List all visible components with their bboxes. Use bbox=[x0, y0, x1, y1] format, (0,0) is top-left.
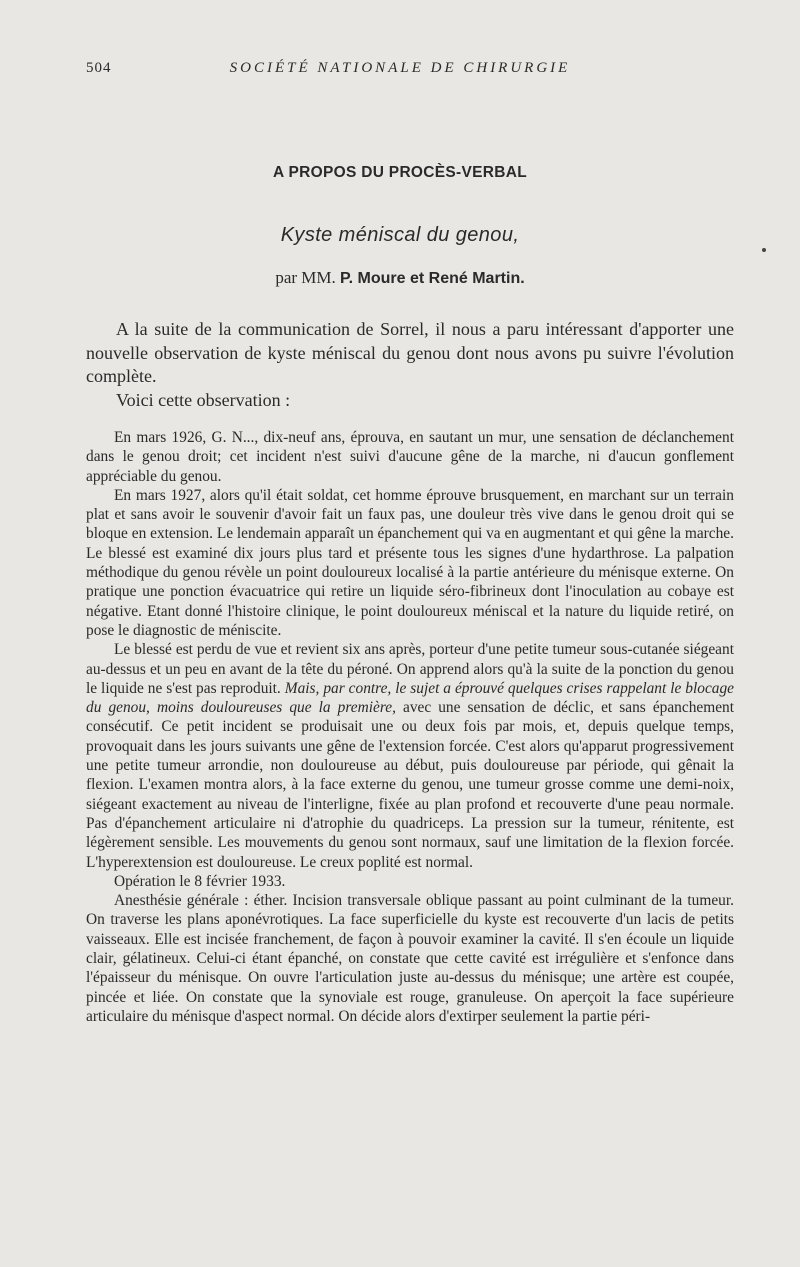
observation-paragraph: Opération le 8 février 1933. bbox=[114, 872, 286, 890]
authors-line bbox=[0, 268, 800, 288]
intro-paragraph: A la suite de la communication de Sorrel, il nous a paru intéressant d'apporter une nouvelle observation de kyste méniscal du genou dont nous avons pu suivre l'évolution complète. bbox=[86, 319, 734, 386]
intro-paragraph: Voici cette observation : bbox=[116, 389, 291, 410]
print-speck bbox=[762, 248, 766, 252]
observation-italic-run: Mais, par contre, le sujet a éprouvé quelques crises rappelant le blocage du genou, moins douloureuses que la première, bbox=[86, 679, 734, 717]
authors-names: P. Moure et René Martin. bbox=[340, 270, 525, 287]
observation-paragraph: En mars 1926, G. N..., dix-neuf ans, éprouva, en sautant un mur, une sensation de déclanchement dans le genou droit; cet incident n'est suivi d'aucune gêne de la marche, ni d'aucun gonflement appréciable du genou. bbox=[86, 429, 734, 485]
authors-prefix: par MM. bbox=[275, 268, 336, 287]
observation-paragraph: En mars 1927, alors qu'il était soldat, cet homme éprouve brusquement, en marchant sur un terrain plat et sans avoir le souvenir d'avoir fait un faux pas, une douleur très vive dans le genou droit qui se bloque en extension. Le lendemain apparaît un épanchement qui va en augmentant et qui gêne la marche. Le blessé est examiné dix jours plus tard et présente tous les signes d'une hydarthrose. La palpation méthodique du genou révèle un point douloureux localisé à la partie antérieure du ménisque externe. On pratique une ponction évacuatrice qui retire un liquide séro-fibrineux dont l'inoculation au cobaye est négative. Etant donné l'histoire clinique, le point douloureux méniscal et la nature du liquide retiré, on pose le diagnostic de méniscite. bbox=[86, 486, 734, 639]
running-head bbox=[86, 60, 714, 82]
intro bbox=[86, 318, 734, 412]
observation-text-run: avec une sensation de déclic, et sans épanchement consécutif. Ce petit incident se produisait une ou deux fois par mois, et, depuis quelque temps, provoquait dans les jours suivants une gêne de l'extension forcée. C'est alors qu'apparut progressivement une petite tumeur arrondie, non douloureuse au début, puis douloureuse par période, qui gênait la flexion. L'examen montra alors, à la face externe du genou, une tumeur grosse comme une demi-noix, siégeant exactement au niveau de l'interligne, fixée au plan profond et recouverte d'une peau normale. Pas d'épanchement articulaire ni d'atrophie du quadriceps. La pression sur la tumeur, rénitente, est légèrement sensible. Les mouvements du genou sont normaux, sauf une limitation de la flexion forcée. L'hyperextension est douloureuse. Le creux poplité est normal. bbox=[86, 699, 734, 871]
article-title: Kyste méniscal du genou, bbox=[280, 224, 520, 246]
page-number: 504 bbox=[86, 60, 112, 76]
journal-title: SOCIÉTÉ NATIONALE DE CHIRURGIE bbox=[229, 60, 571, 76]
observation-paragraph: Anesthésie générale : éther. Incision transversale oblique passant au point culminant de la tumeur. On traverse les plans aponévrotiques. La face superficielle du kyste est recouverte d'un lacis de petits vaisseaux. Elle est incisée franchement, de façon à pouvoir examiner la cavité. Il s'en écoule un liquide clair, gélatineux. Celui-ci étant épanché, on constate que cette cavité est irrégulière et s'enfonce dans l'épaisseur du ménisque. On ouvre l'articulation juste au-dessus du ménisque; une artère est coupée, pincée et liée. On constate que la synoviale est rouge, granuleuse. On aperçoit la face supérieure articulaire du ménisque d'aspect normal. On décide alors d'extirper seulement la partie péri- bbox=[86, 892, 734, 1025]
observation-text-run: Le blessé est perdu de vue et revient six ans après, porteur d'une petite tumeur sous-cutanée siégeant au-dessus et un peu en avant de la tête du péroné. On apprend alors qu'à la suite de la ponction du genou le liquide ne s'est pas reproduit. bbox=[86, 641, 734, 697]
section-heading: A PROPOS DU PROCÈS-VERBAL bbox=[272, 164, 528, 181]
observation-text bbox=[86, 428, 734, 1026]
observation-paragraph bbox=[86, 640, 734, 872]
